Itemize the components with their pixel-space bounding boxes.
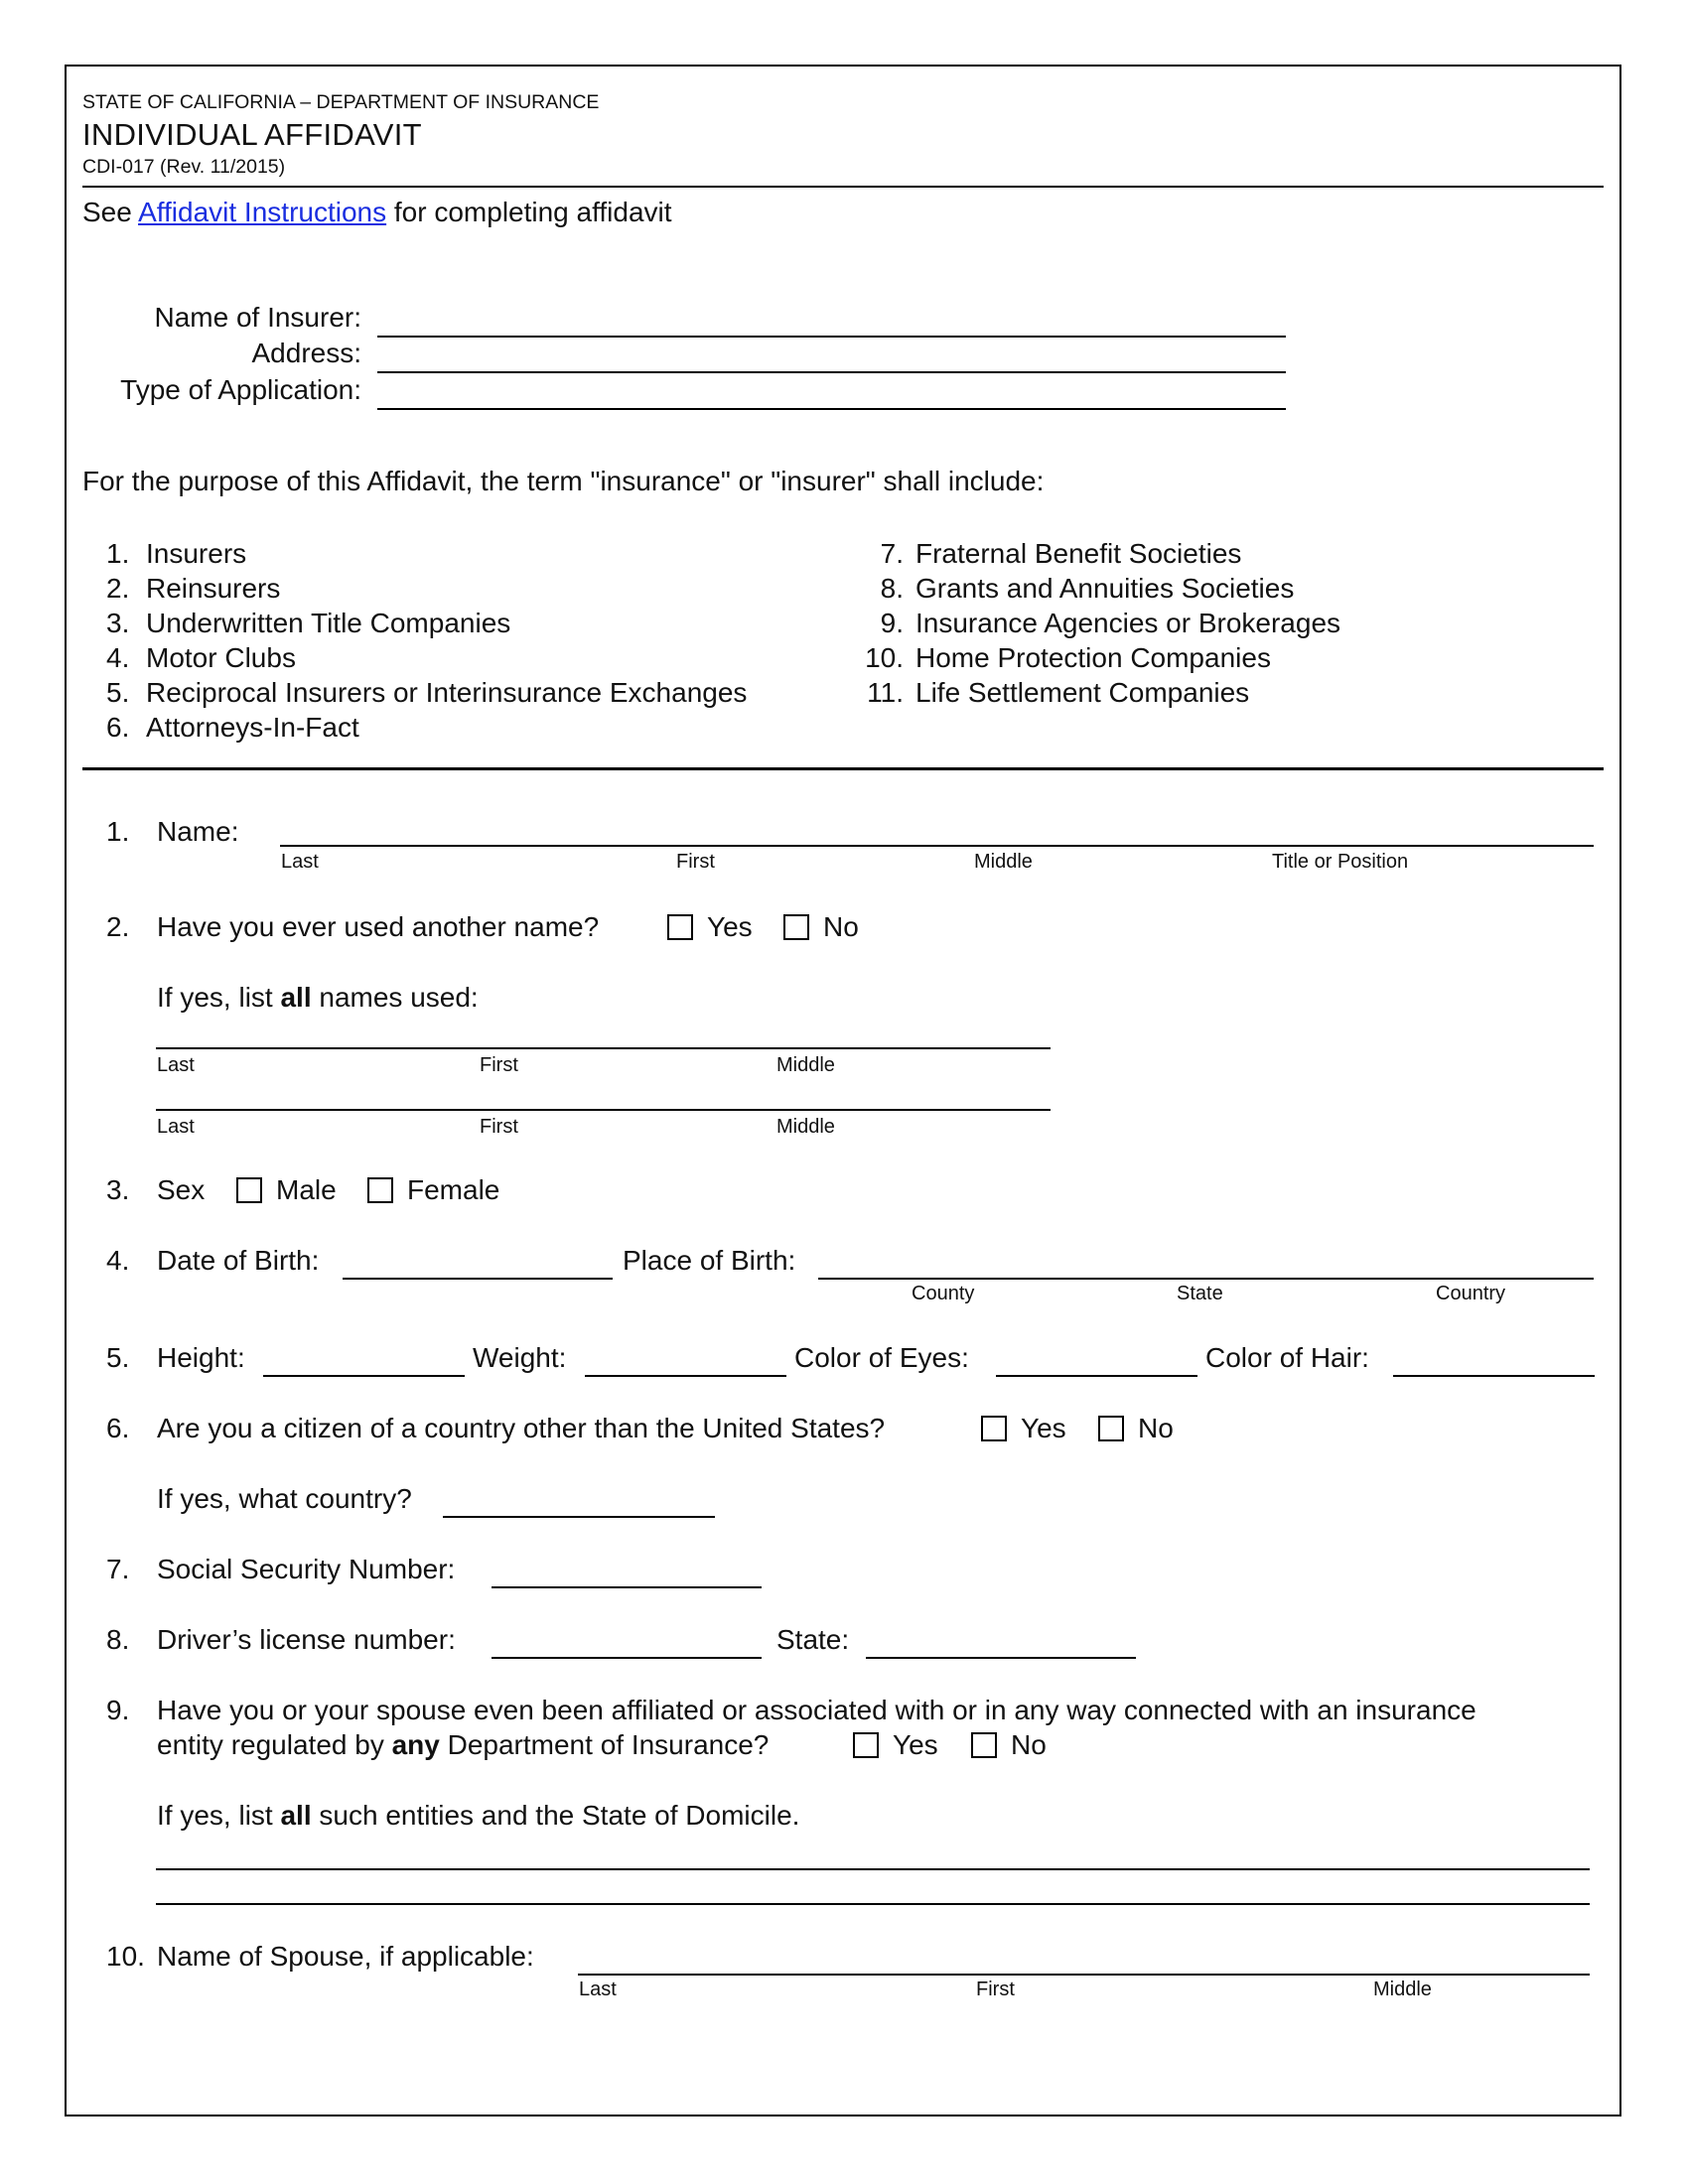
form-title: INDIVIDUAL AFFIDAVIT: [82, 117, 422, 152]
address-label: Address:: [251, 338, 361, 368]
weight-label: Weight:: [473, 1342, 567, 1373]
other-name-field-2[interactable]: [156, 1109, 1051, 1111]
q4-number: 4.: [106, 1245, 130, 1276]
dob-label: Date of Birth:: [157, 1245, 320, 1276]
q8-number: 8.: [106, 1624, 130, 1655]
q6-no-checkbox[interactable]: [1098, 1416, 1124, 1441]
q3-number: 3.: [106, 1174, 130, 1205]
affidavit-instructions-link[interactable]: Affidavit Instructions: [138, 197, 387, 227]
list-item: 5. Reciprocal Insurers or Interinsurance Exchanges: [106, 677, 748, 708]
spouse-name-field[interactable]: [578, 1974, 1590, 1976]
list-item: 11. Life Settlement Companies: [867, 677, 1250, 708]
pob-county-caption: County: [912, 1283, 975, 1304]
q9-line2: entity regulated by any Department of Insurance?: [157, 1729, 770, 1760]
list-item: 3. Underwritten Title Companies: [106, 608, 511, 638]
q2-no-checkbox[interactable]: [783, 914, 809, 940]
entities-field-2[interactable]: [156, 1903, 1590, 1905]
citizenship-country-field[interactable]: [443, 1516, 715, 1518]
q1-label: Name:: [157, 816, 239, 847]
list-item: 8. Grants and Annuities Societies: [880, 573, 1295, 604]
hair-color-field[interactable]: [1393, 1375, 1595, 1377]
insurer-name-label: Name of Insurer:: [154, 302, 361, 333]
q2-yes-checkbox[interactable]: [667, 914, 693, 940]
height-field[interactable]: [263, 1375, 465, 1377]
entities-field-1[interactable]: [156, 1868, 1590, 1870]
form-id: CDI-017 (Rev. 11/2015): [82, 156, 286, 178]
license-state-field[interactable]: [866, 1657, 1136, 1659]
other-name-last-caption: Last: [157, 1116, 195, 1138]
agency-name: STATE OF CALIFORNIA – DEPARTMENT OF INSURANCE: [82, 91, 600, 113]
ssn-field[interactable]: [492, 1586, 762, 1588]
q9-followup: If yes, list all such entities and the State of Domicile.: [157, 1800, 800, 1831]
list-item: 2. Reinsurers: [106, 573, 281, 604]
pob-country-caption: Country: [1436, 1283, 1506, 1304]
instructions-prefix: See: [82, 197, 139, 227]
instructions-line: [82, 197, 672, 228]
name-field[interactable]: [280, 845, 1594, 847]
list-item: 10. Home Protection Companies: [865, 642, 1271, 673]
female-label: Female: [407, 1174, 500, 1205]
q9-no-checkbox[interactable]: [971, 1732, 997, 1758]
q6-label: Are you a citizen of a country other than the United States?: [157, 1413, 886, 1443]
weight-field[interactable]: [585, 1375, 786, 1377]
q2-no-label: No: [823, 911, 859, 942]
instructions-suffix: for completing affidavit: [386, 197, 672, 227]
pob-field[interactable]: [818, 1278, 1594, 1280]
name-last-caption: Last: [281, 851, 319, 873]
list-item: 7. Fraternal Benefit Societies: [880, 538, 1242, 569]
dob-field[interactable]: [343, 1278, 613, 1280]
other-name-first-caption: First: [480, 1116, 518, 1138]
name-middle-caption: Middle: [974, 851, 1033, 873]
application-type-field[interactable]: [377, 408, 1286, 410]
insurance-types-right: [858, 536, 1340, 710]
q2-number: 2.: [106, 911, 130, 942]
q2-yes-label: Yes: [707, 911, 753, 942]
other-name-middle-caption: Middle: [776, 1116, 835, 1138]
hair-color-label: Color of Hair:: [1205, 1342, 1369, 1373]
list-item: 1. Insurers: [106, 538, 247, 569]
name-first-caption: First: [676, 851, 715, 873]
q9-yes-label: Yes: [893, 1729, 938, 1760]
q6-no-label: No: [1138, 1413, 1174, 1443]
q6-yes-label: Yes: [1021, 1413, 1066, 1443]
height-label: Height:: [157, 1342, 245, 1373]
pob-label: Place of Birth:: [623, 1245, 796, 1276]
q9-no-label: No: [1011, 1729, 1047, 1760]
spouse-first-caption: First: [976, 1979, 1015, 2000]
insurer-name-field[interactable]: [377, 336, 1286, 338]
spouse-label: Name of Spouse, if applicable:: [157, 1941, 534, 1972]
application-type-label: Type of Application:: [120, 374, 361, 405]
q6-number: 6.: [106, 1413, 130, 1443]
address-field[interactable]: [377, 371, 1286, 373]
q2-label: Have you ever used another name?: [157, 911, 600, 942]
spouse-middle-caption: Middle: [1373, 1979, 1432, 2000]
list-item: 9. Insurance Agencies or Brokerages: [880, 608, 1341, 638]
list-item: 6. Attorneys-In-Fact: [106, 712, 359, 743]
male-label: Male: [276, 1174, 337, 1205]
eye-color-field[interactable]: [996, 1375, 1197, 1377]
other-name-field-1[interactable]: [156, 1047, 1051, 1049]
q6-yes-checkbox[interactable]: [981, 1416, 1007, 1441]
q2-followup: If yes, list all names used:: [157, 982, 479, 1013]
license-field[interactable]: [492, 1657, 762, 1659]
section-divider: [82, 767, 1604, 770]
q7-number: 7.: [106, 1554, 130, 1584]
pob-state-caption: State: [1177, 1283, 1223, 1304]
q3-label: Sex: [157, 1174, 206, 1205]
ssn-label: Social Security Number:: [157, 1554, 456, 1584]
female-checkbox[interactable]: [367, 1177, 393, 1203]
eye-color-label: Color of Eyes:: [794, 1342, 969, 1373]
license-label: Driver’s license number:: [157, 1624, 456, 1655]
name-title-caption: Title or Position: [1272, 851, 1409, 873]
q10-number: 10.: [106, 1941, 145, 1972]
purpose-text: For the purpose of this Affidavit, the term "insurance" or "insurer" shall include:: [82, 466, 1045, 496]
male-checkbox[interactable]: [236, 1177, 262, 1203]
q9-yes-checkbox[interactable]: [853, 1732, 879, 1758]
header-divider: [82, 186, 1604, 188]
other-name-first-caption: First: [480, 1054, 518, 1076]
spouse-last-caption: Last: [579, 1979, 617, 2000]
q5-number: 5.: [106, 1342, 130, 1373]
other-name-middle-caption: Middle: [776, 1054, 835, 1076]
license-state-label: State:: [776, 1624, 850, 1655]
insurance-types-left: [106, 536, 747, 745]
list-item: 4. Motor Clubs: [106, 642, 296, 673]
q9-number: 9.: [106, 1695, 130, 1725]
q6-followup: If yes, what country?: [157, 1483, 412, 1514]
q9-line1: Have you or your spouse even been affiliated or associated with or in any way connected with an insurance: [157, 1695, 1477, 1725]
q1-number: 1.: [106, 816, 130, 847]
other-name-last-caption: Last: [157, 1054, 195, 1076]
